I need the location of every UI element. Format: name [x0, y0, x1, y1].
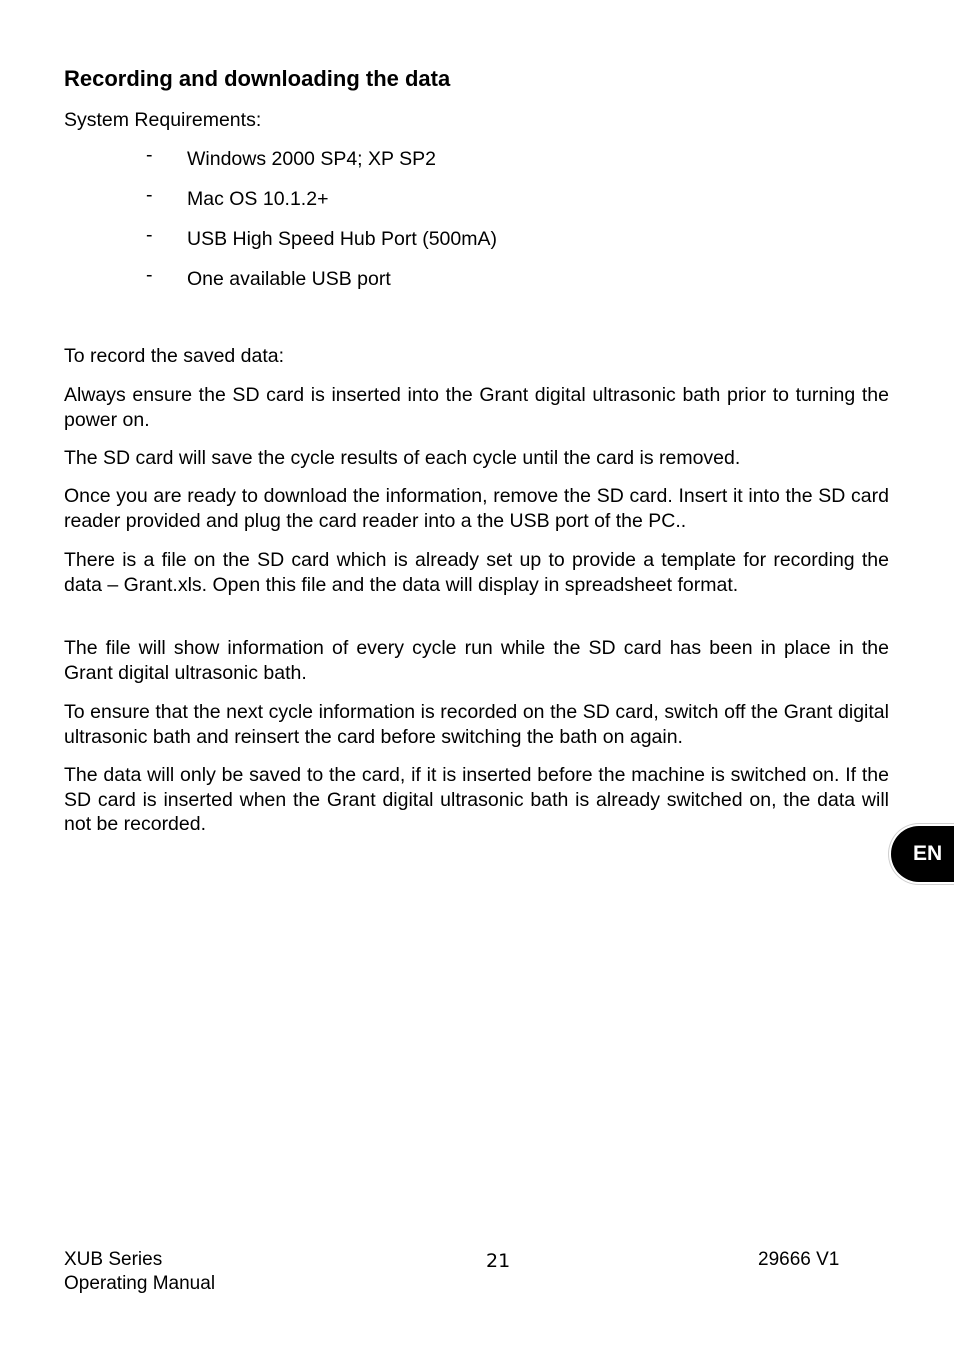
- paragraph-next-cycle: To ensure that the next cycle information is recorded on the SD card, switch off the Grant digital ultrasonic bath and reinsert the card before switching the bath on again.: [64, 701, 889, 748]
- language-tab-label: EN: [913, 842, 943, 865]
- requirement-text: USB High Speed Hub Port (500mA): [187, 228, 497, 250]
- footer-left: [64, 1248, 215, 1296]
- paragraph-save-condition: The data will only be saved to the card, if it is inserted before the machine is switched on. If the SD card is inserted when the Grant digital ultrasonic bath is already switched on, the data will not be recorded.: [64, 764, 889, 835]
- paragraph-download: Once you are ready to download the information, remove the SD card. Insert it into the SD card reader provided and plug the card reader into a the USB port of the PC..: [64, 485, 889, 532]
- paragraph-template-file: There is a file on the SD card which is already set up to provide a template for recording the data – Grant.xls. Open this file and the data will display in spreadsheet format.: [64, 549, 889, 596]
- dash-bullet: -: [146, 264, 153, 286]
- record-intro: To record the saved data:: [64, 345, 285, 367]
- page-number: 21: [486, 1250, 511, 1272]
- requirement-text: One available USB port: [187, 268, 391, 290]
- paragraph-cycle-results: The SD card will save the cycle results of each cycle until the card is removed.: [64, 447, 741, 469]
- requirement-item: [64, 264, 764, 304]
- system-requirements-label: System Requirements:: [64, 109, 262, 131]
- dash-bullet: -: [146, 144, 153, 166]
- language-tab: [891, 826, 954, 882]
- footer-doc-code: 29666 V1: [758, 1249, 840, 1270]
- requirement-item: [64, 184, 764, 224]
- dash-bullet: -: [146, 224, 153, 246]
- requirement-item: [64, 144, 764, 184]
- requirement-item: [64, 224, 764, 264]
- requirement-text: Mac OS 10.1.2+: [187, 188, 329, 210]
- footer-manual: Operating Manual: [64, 1273, 216, 1294]
- dash-bullet: -: [146, 184, 153, 206]
- section-heading: Recording and downloading the data: [64, 66, 451, 91]
- paragraph-sd-insert: Always ensure the SD card is inserted into the Grant digital ultrasonic bath prior to turning the power on.: [64, 384, 889, 431]
- footer-series: XUB Series: [64, 1249, 163, 1270]
- paragraph-file-info: The file will show information of every cycle run while the SD card has been in place in the Grant digital ultrasonic bath.: [64, 637, 889, 684]
- requirement-text: Windows 2000 SP4; XP SP2: [187, 148, 436, 170]
- system-requirements-list: [64, 144, 764, 304]
